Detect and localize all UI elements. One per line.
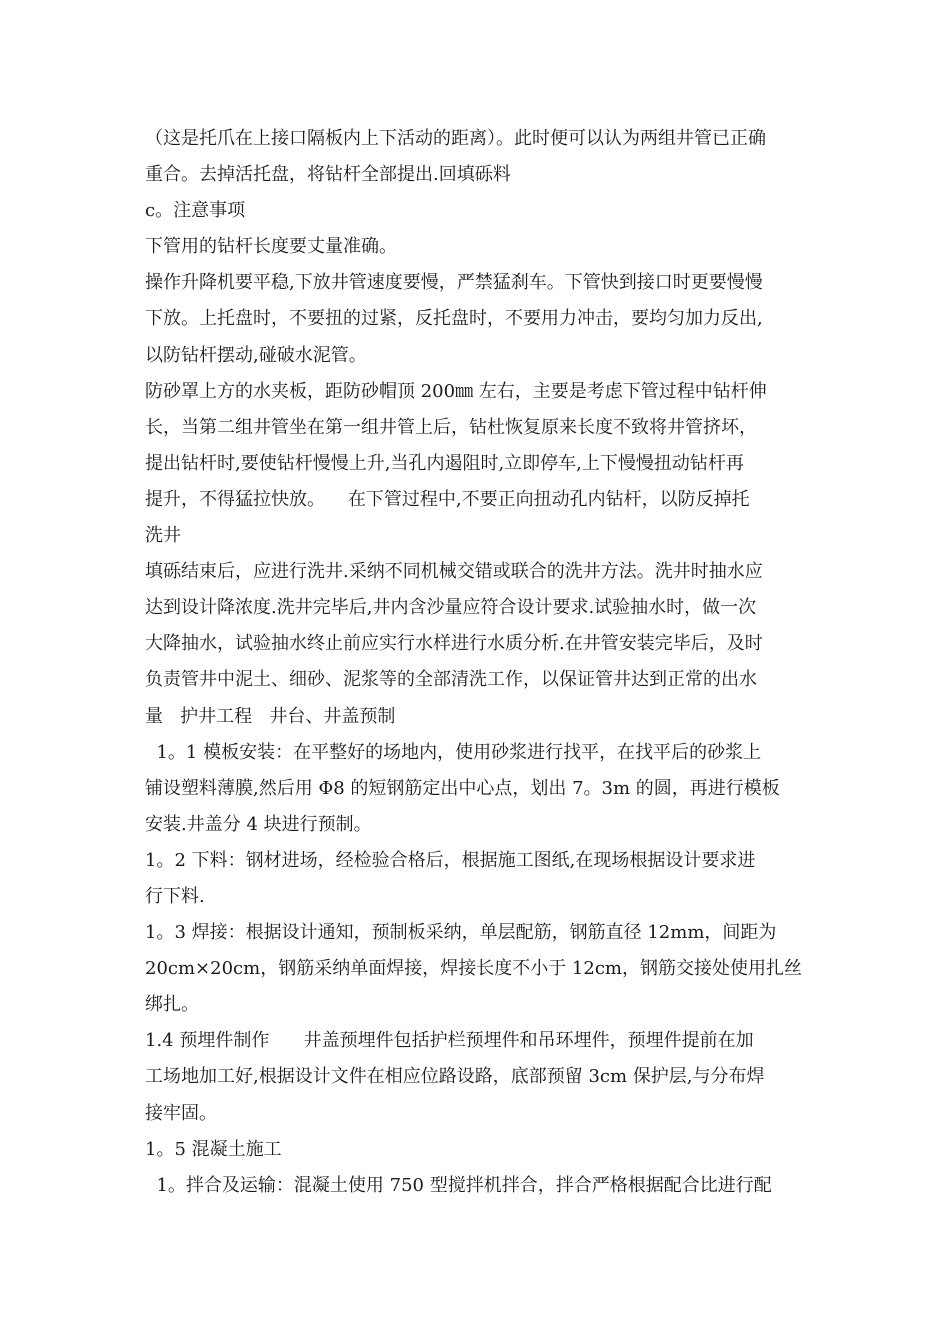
text-line: 行下料. [145, 885, 205, 907]
text-line: （这是托爪在上接口隔板内上下活动的距离）。此时便可以认为两组井管已正确 [145, 128, 766, 149]
text-line: 下放。上托盘时，不要扭的过紧，反托盘时，不要用力冲击，要均匀加力反出, [145, 308, 763, 330]
text-line: 量 护井工程 井台、井盖预制 [145, 705, 396, 727]
text-line: 以防钻杆摆动,碰破水泥管。 [145, 344, 367, 366]
section-heading: 洗井 [145, 525, 181, 547]
text-line: 负责管井中泥土、细砂、泥浆等的全部清洗工作，以保证管井达到正常的出水 [145, 669, 757, 691]
text-line: 20cm×20cm，钢筋采纳单面焊接，焊接长度不小于 12cm，钢筋交接处使用扎丝 [145, 958, 802, 980]
text-line: 大降抽水，试验抽水终止前应实行水样进行水质分析.在井管安装完毕后，及时 [145, 633, 763, 655]
text-line: 重合。去掉活托盘，将钻杆全部提出.回填砾料 [145, 164, 511, 186]
text-line: 1。3 焊接：根据设计通知，预制板采纳，单层配筋，钢筋直径 12mm，间距为 [145, 922, 777, 944]
text-line: 达到设计降浓度.洗井完毕后,井内含沙量应符合设计要求.试验抽水时，做一次 [145, 597, 757, 619]
text-line: 1.4 预埋件制作 井盖预埋件包括护栏预埋件和吊环埋件，预埋件提前在加 [145, 1030, 754, 1052]
section-heading: c。注意事项 [145, 200, 246, 222]
text-line: 接牢固。 [145, 1102, 217, 1124]
text-line: 安装.井盖分 4 块进行预制。 [145, 813, 372, 835]
section-heading: 1。5 混凝土施工 [145, 1138, 282, 1160]
text-line: 铺设塑料薄膜,然后用 Φ8 的短钢筋定出中心点，划出 7。3m 的圆，再进行模板 [145, 777, 780, 799]
text-line: 长，当第二组井管坐在第一组井管上后，钻杜恢复原来长度不致将井管挤坏， [145, 416, 757, 438]
text-line: 提升，不得猛拉快放。 在下管过程中,不要正向扭动孔内钻杆，以防反掉托 [145, 488, 750, 510]
text-line: 工场地加工好,根据设计文件在相应位路设路，底部预留 3cm 保护层,与分布焊 [145, 1066, 765, 1088]
text-line: 下管用的钻杆长度要丈量准确。 [145, 236, 397, 258]
text-line: 填砾结束后，应进行洗井.采纳不同机械交错或联合的洗井方法。洗井时抽水应 [145, 561, 763, 583]
text-line: 1。1 模板安装：在平整好的场地内，使用砂浆进行找平，在找平后的砂浆上 [145, 741, 762, 763]
document-body [145, 121, 810, 1204]
text-line: 提出钻杆时,要使钻杆慢慢上升,当孔内遏阻时,立即停车,上下慢慢扭动钻杆再 [145, 452, 744, 474]
text-line: 1。拌合及运输：混凝土使用 750 型搅拌机拌合，拌合严格根据配合比进行配 [145, 1174, 772, 1196]
text-line: 防砂罩上方的水夹板，距防砂帽顶 200㎜ 左右，主要是考虑下管过程中钻杆伸 [145, 380, 767, 402]
text-line: 绑扎。 [145, 994, 199, 1016]
text-line: 1。2 下料：钢材进场，经检验合格后，根据施工图纸,在现场根据设计要求进 [145, 849, 756, 871]
text-line: 操作升降机要平稳,下放井管速度要慢，严禁猛刹车。下管快到接口时更要慢慢 [145, 272, 763, 294]
